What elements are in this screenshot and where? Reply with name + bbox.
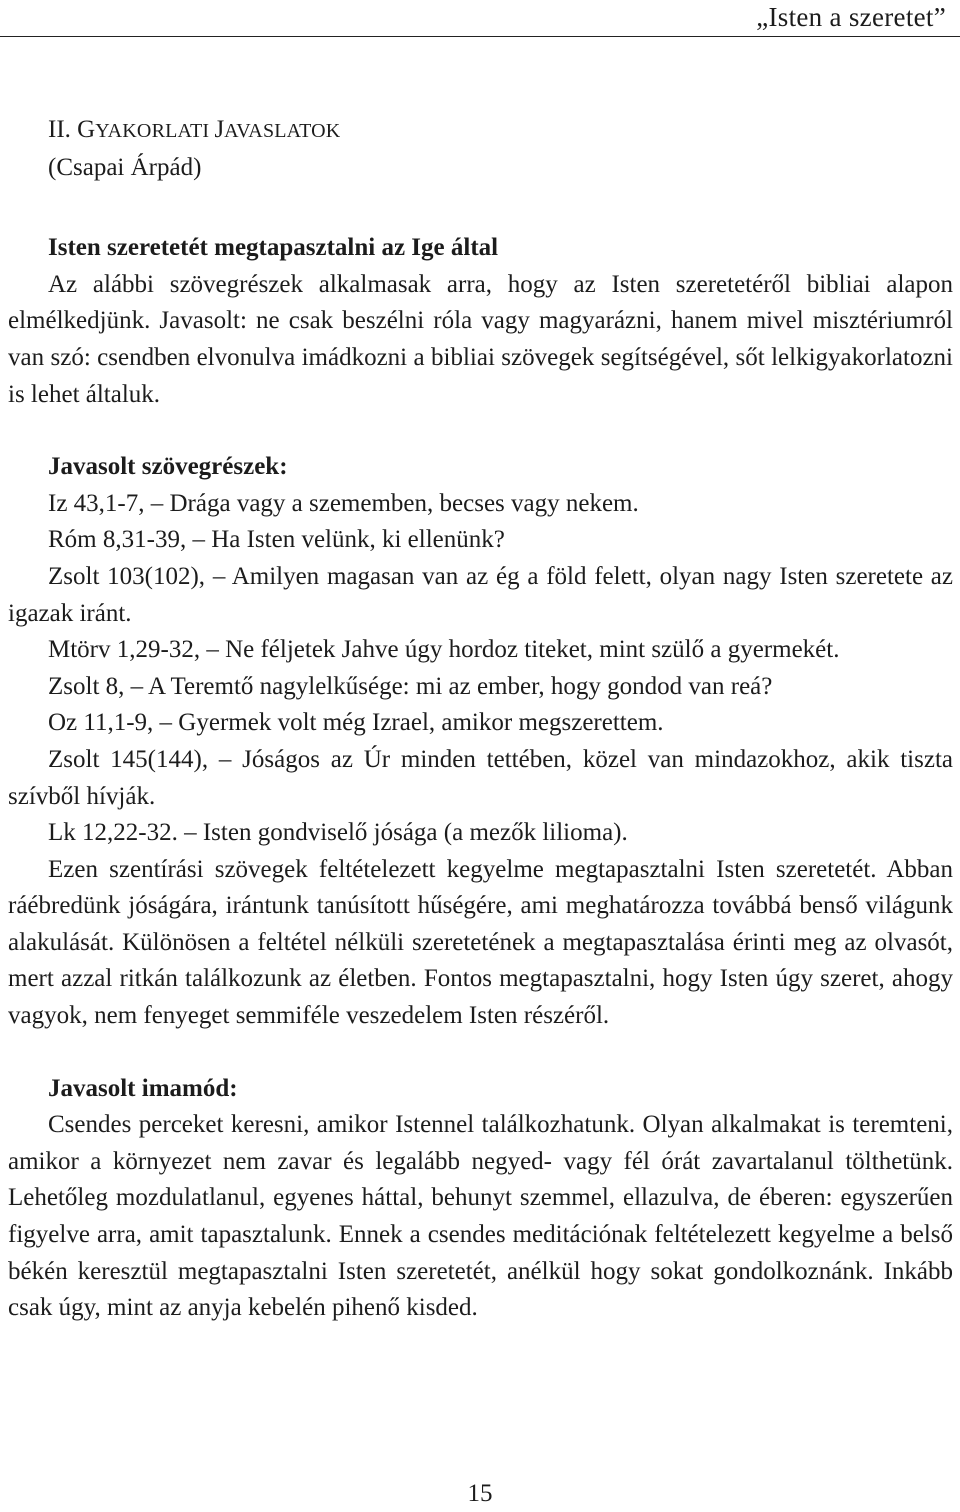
passage-item: Róm 8,31-39, – Ha Isten velünk, ki ellenünk? — [48, 526, 505, 554]
section-number: II. — [48, 116, 71, 143]
passages-heading: Javasolt szövegrészek: — [48, 453, 288, 481]
section-title-initial-g: G — [77, 116, 96, 143]
passages-closing-paragraph: Ezen szentírási szövegek feltételezett kegyelme megtapasztalni Isten szeretetét. Abban ráébredünk jóságára, irántunk tanúsított hűségére, ami meghatározza továbbá benső világunk alakulását. Különösen a feltétel nélküli szeretetének a megtapasztalása érinti meg az olvasót, mert azzal ritkán találkozunk az életben. Fontos megtapasztalni, hogy Isten úgy szeret, ahogy vagyok, nem fenyeget semmiféle veszedelem Isten részéről. — [8, 855, 953, 1030]
section-title-part-1: YAKORLATI — [95, 120, 215, 142]
page-body — [8, 112, 953, 1327]
running-title: „Isten a szeretet” — [756, 2, 946, 32]
passages-list — [8, 486, 953, 852]
prayer-heading: Javasolt imamód: — [48, 1074, 238, 1102]
passage-item: Oz 11,1-9, – Gyermek volt még Izrael, amikor megszerettem. — [48, 709, 664, 737]
section-author: (Csapai Árpád) — [48, 153, 202, 181]
passage-item: Zsolt 8, – A Teremtő nagylelkűsége: mi az ember, hogy gondod van reá? — [48, 672, 773, 700]
passage-item: Iz 43,1-7, – Drága vagy a szememben, becses vagy nekem. — [48, 489, 639, 517]
passage-item: Zsolt 145(144), – Jóságos az Úr minden tettében, közel van mindazokhoz, akik tiszta szívből hívják. — [8, 745, 953, 810]
intro-paragraph: Az alábbi szövegrészek alkalmasak arra, hogy az Isten szeretetéről bibliai alapon elmélkedjünk. Javasolt: ne csak beszélni róla vagy magyarázni, hanem mivel misztériumról van szó: csendben elvonulva imádkozni a bibliai szövegek segítségével, sőt lelkigyakorlatozni is lehet általuk. — [8, 270, 953, 408]
subsection-heading: Isten szeretetét megtapasztalni az Ige által — [48, 234, 499, 262]
section-title — [8, 112, 953, 150]
passage-item: Zsolt 103(102), – Amilyen magasan van az ég a föld felett, olyan nagy Isten szeretete az igazak iránt. — [8, 562, 953, 627]
passage-item: Lk 12,22-32. – Isten gondviselő jósága (a mezők lilioma). — [48, 819, 628, 847]
prayer-paragraph: Csendes perceket keresni, amikor Istennel találkozhatunk. Olyan alkalmakat is teremteni, amikor a környezet nem zavar és legalább negyed- vagy fél órát zavartalanul tölthetünk. Lehetőleg mozdulatlanul, egyenes háttal, behunyt szemmel, ellazulva, de éberen: egyszerűen figyelve arra, amit tapasztalunk. Ennek a csendes meditációnak feltételezett kegyelme a belső békén keresztül megtapasztalni Isten szeretetét, anélkül hogy sokat gondolkoznánk. Inkább csak úgy, mint az anyja kebelén pihenő kisded. — [8, 1111, 953, 1322]
passage-item: Mtörv 1,29-32, – Ne féljetek Jahve úgy hordoz titeket, mint szülő a gyermekét. — [48, 636, 840, 664]
header-divider — [0, 36, 960, 37]
page-number: 15 — [467, 1480, 493, 1507]
section-title-part-2: AVASLATOK — [224, 120, 341, 142]
section-title-initial-j: J — [214, 116, 225, 143]
